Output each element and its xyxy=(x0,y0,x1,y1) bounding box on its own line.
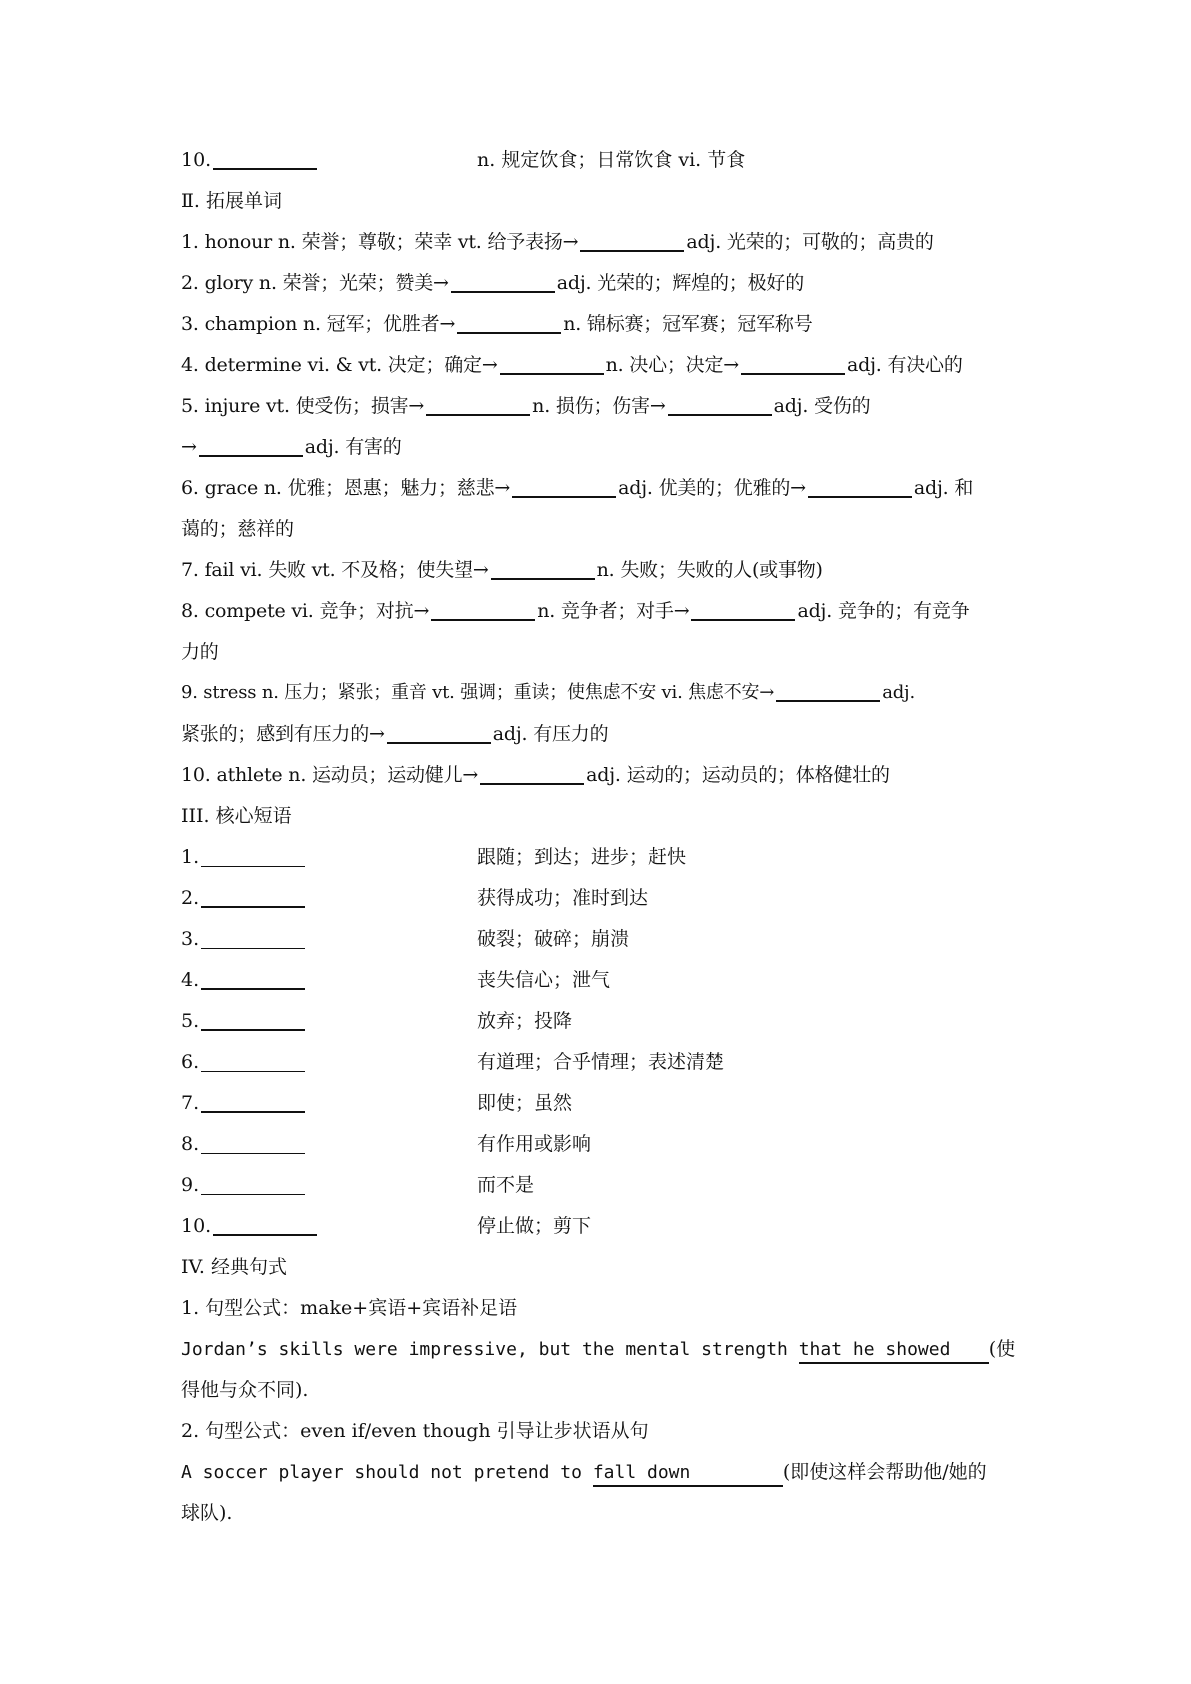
expand-item-9: 9. stress n. 压力；紧张；重音 vt. 强调；重读；使焦虑不安 vi. 焦虑不安→ adj. xyxy=(181,682,915,703)
sentence-2-cont: 球队). xyxy=(181,1502,233,1524)
answer-blank[interactable] xyxy=(431,599,535,621)
answer-blank[interactable] xyxy=(201,928,305,949)
answer-blank[interactable] xyxy=(426,394,530,416)
answer-blank[interactable] xyxy=(201,968,305,990)
phrase-item-3: 3. 破裂；破碎；崩溃 xyxy=(181,928,630,950)
section-title: III. 核心短语 xyxy=(181,805,292,827)
answer-blank[interactable] xyxy=(201,886,305,908)
answer-blank[interactable] xyxy=(776,680,880,702)
phrase-item-4: 4. 丧失信心；泄气 xyxy=(181,969,611,991)
sentence-pattern-1: 1. 句型公式：make+宾语+宾语补足语 xyxy=(181,1297,518,1319)
answer-blank[interactable] xyxy=(201,1133,305,1154)
sentence-2: A soccer player should not pretend to fall down (即使这样会帮助他/她的 xyxy=(181,1452,1011,1492)
phrase-item-10: 10. 停止做；剪下 xyxy=(181,1215,592,1237)
answer-blank[interactable] xyxy=(387,722,491,744)
section-title: Ⅱ. 拓展单词 xyxy=(181,190,282,212)
answer-blank[interactable] xyxy=(201,1174,305,1195)
answer-blank[interactable] xyxy=(500,353,604,375)
answer-blank[interactable] xyxy=(201,1051,305,1072)
vocab-item-10 xyxy=(181,140,1011,180)
sentence-pattern-2: 2. 句型公式：even if/even though 引导让步状语从句 xyxy=(181,1420,649,1442)
expand-item-4: 4. determine vi. & vt. 决定；确定→ n. 决心；决定→ adj. 有决心的 xyxy=(181,354,963,376)
sentence-1: Jordan’s skills were impressive, but the mental strength that he showed (使 xyxy=(181,1329,1011,1369)
sentence-1-cont: 得他与众不同). xyxy=(181,1379,309,1401)
answer-blank[interactable] xyxy=(491,558,595,580)
answer-blank[interactable] xyxy=(201,846,305,867)
answer-blank[interactable] xyxy=(691,599,795,621)
phrase-item-2: 2. 获得成功；准时到达 xyxy=(181,887,649,909)
answer-blank[interactable] xyxy=(741,353,845,375)
expand-item-8-cont: 力的 xyxy=(181,641,219,663)
phrase-item-8: 8. 有作用或影响 xyxy=(181,1133,592,1155)
answer-blank[interactable] xyxy=(213,148,317,170)
filled-answer[interactable]: fall down xyxy=(593,1461,783,1487)
answer-blank[interactable] xyxy=(201,1091,305,1113)
section-title: IV. 经典句式 xyxy=(181,1256,287,1278)
expand-item-10: 10. athlete n. 运动员；运动健儿→ adj. 运动的；运动员的；体格健壮的 xyxy=(181,764,890,786)
filled-answer[interactable]: that he showed xyxy=(799,1338,989,1364)
phrase-item-5: 5. 放弃；投降 xyxy=(181,1010,573,1032)
phrase-item-9: 9. 而不是 xyxy=(181,1174,535,1196)
item-number: 10. xyxy=(181,149,212,171)
answer-blank[interactable] xyxy=(512,476,616,498)
answer-blank[interactable] xyxy=(201,1009,305,1031)
expand-item-7: 7. fail vi. 失败 vt. 不及格；使失望→ n. 失败；失败的人(或事物) xyxy=(181,559,823,581)
phrase-item-7: 7. 即使；虽然 xyxy=(181,1092,573,1114)
answer-blank[interactable] xyxy=(457,312,561,334)
expand-item-6-cont: 蔼的；慈祥的 xyxy=(181,518,294,540)
expand-item-8: 8. compete vi. 竞争；对抗→ n. 竞争者；对手→ adj. 竞争的；有竞争 xyxy=(181,600,970,622)
answer-blank[interactable] xyxy=(199,435,303,457)
expand-item-2: 2. glory n. 荣誉；光荣；赞美→ adj. 光荣的；辉煌的；极好的 xyxy=(181,272,805,294)
answer-blank[interactable] xyxy=(668,394,772,416)
expand-item-5: 5. injure vt. 使受伤；损害→ n. 损伤；伤害→ adj. 受伤的 xyxy=(181,395,871,417)
expand-item-9-cont: 紧张的；感到有压力的→ adj. 有压力的 xyxy=(181,723,609,745)
expand-item-6: 6. grace n. 优雅；恩惠；魅力；慈悲→ adj. 优美的；优雅的→ adj. 和 xyxy=(181,477,974,499)
answer-blank[interactable] xyxy=(808,476,912,498)
answer-blank[interactable] xyxy=(451,271,555,293)
expand-item-3: 3. champion n. 冠军；优胜者→ n. 锦标赛；冠军赛；冠军称号 xyxy=(181,313,813,335)
answer-blank[interactable] xyxy=(480,763,584,785)
phrase-item-6: 6. 有道理；合乎情理；表述清楚 xyxy=(181,1051,725,1073)
expand-item-5-cont: → adj. 有害的 xyxy=(181,436,402,458)
item-meaning: n. 规定饮食；日常饮食 vi. 节食 xyxy=(477,149,746,171)
phrase-item-1: 1. 跟随；到达；进步；赶快 xyxy=(181,846,687,868)
answer-blank[interactable] xyxy=(213,1214,317,1236)
expand-item-1: 1. honour n. 荣誉；尊敬；荣幸 vt. 给予表扬→ adj. 光荣的；可敬的；高贵的 xyxy=(181,231,934,253)
answer-blank[interactable] xyxy=(580,230,684,252)
